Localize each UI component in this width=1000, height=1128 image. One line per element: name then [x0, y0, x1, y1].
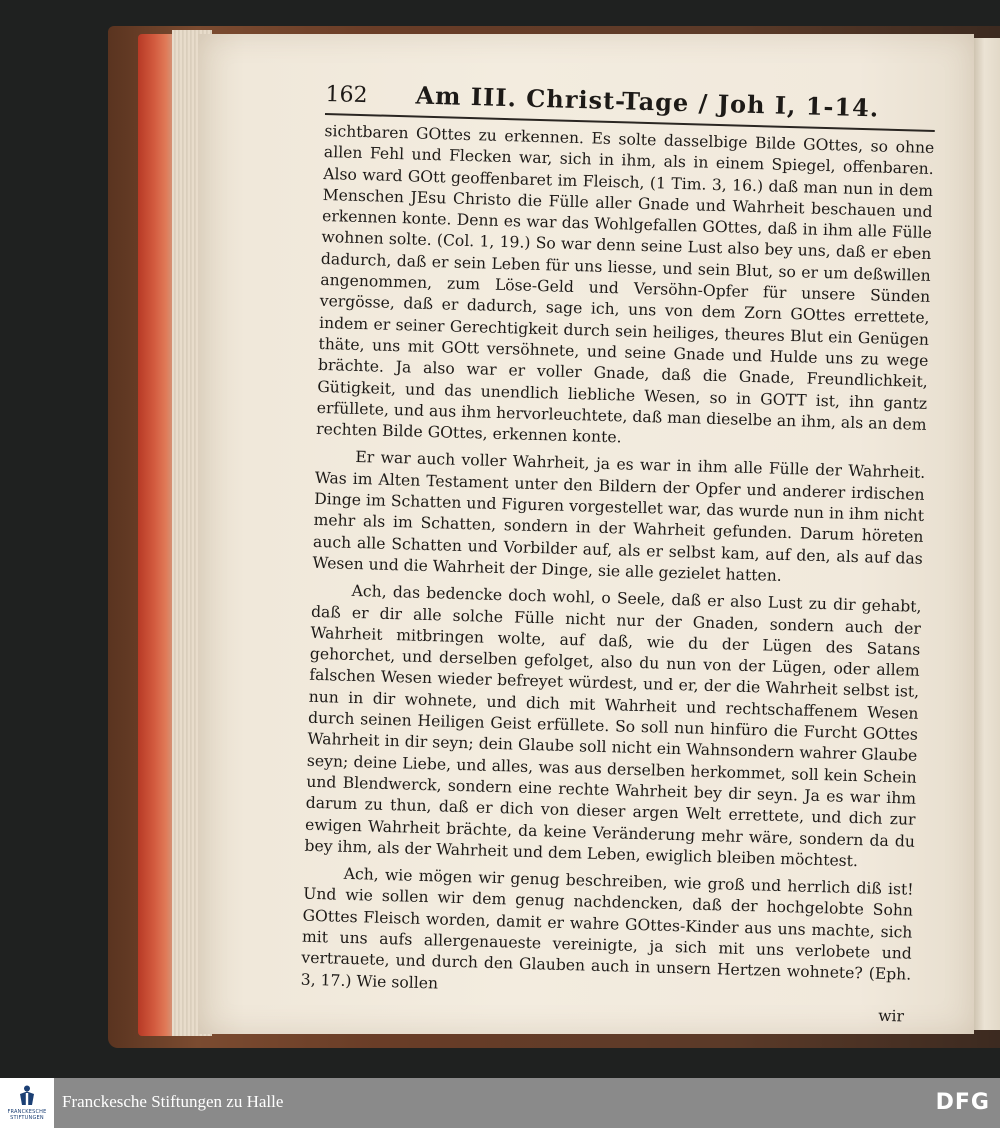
paragraph-1: sichtbaren GOttes zu erkennen. Es solte dasselbige Bilde GOttes, so ohne allen Fehl und Flecken war, sich in ihm, als in einem Spiegel, offenbaren. Also ward GOtt geoffenbaret im Fleisch, (1 Tim. 3, 16.) daß man nun in dem Menschen JEsu Christo die Fülle aller Gnade und Wahrheit beschauen und erkennen konte. Denn es war das Wohlgefallen GOttes, daß in ihm alle Fülle wohnen solte. (Col. 1, 19.) So war denn seine Lust also bey uns, daß er eben dadurch, daß er sein Leben für uns liesse, und sein Blut, so er um deßwillen angenommen, zum Löse-Geld und Versöhn-Opfer für unsere Sünden vergösse, daß er dadurch, sage ich, uns von dem Zorn GOttes errettete, indem er seiner Gerechtigkeit durch sein heiliges, theures Blut ein Genügen thäte, uns mit GOtt versöhnete, und seine Gnade und Hulde uns zu wege brächte. Ja also war er voller Gnade, daß die Gnade, Freundlichkeit, Gütigkeit, und das unendlich liebliche Wesen, so in GOTT ist, ihn gantz erfüllete, und aus ihm hervorleuchtete, daß man dieselbe an ihm, als an dem rechten Bilde GOttes, erkennen konte. — [315, 121, 935, 447]
page-text-block — [300, 78, 936, 1026]
paragraph-2: Er war auch voller Wahrheit, ja es war in ihm alle Fülle der Wahrheit. Was im Alten Testament unter den Bildern der Opfer und anderer irdischen Dinge im Schatten und Figuren vorgestellet war, das wurde nun in ihm nicht mehr als im Schatten, sondern in der Wahrheit gefunden. Darum höreten auch alle Schatten und Vorbilder auf, als er selbst kam, auf den, als auf das Wesen und die Wahrheit der Dinge, sie alle gezielet hatten. — [312, 448, 926, 585]
logo-caption-line1: FRANCKESCHE — [7, 1109, 47, 1115]
orphanage-eagle-icon — [18, 1085, 36, 1107]
paragraph-3: Ach, das bedencke doch wohl, o Seele, daß er also Lust zu dir gehabt, daß er dir alle solche Fülle nicht nur der Gnaden, sondern auch der Wahrheit mitbringen wolte, auf daß, wie du der Lügen des Satans gehorchet, und derselben gefolget, also du nun von der Lügen, oder allem falschen Wesen wieder befreyet würdest, und er, der die Wahrheit selbst ist, nun in dir wohnete, und dich mit Wahrheit und rechtschaffenem Wesen durch seinen Heiligen Geist erfüllete. So soll nun hinfüro die Furcht GOttes Wahrheit in dir seyn; dein Glaube soll nicht ein Wahnsondern wahrer Glaube seyn; deine Liebe, und alles, was aus derselben herkommet, soll kein Schein und Blendwerck, sondern eine rechte Wahrheit bey dir seyn. Ja es war ihm darum zu thun, daß er dich von dieser argen Welt errettete, und dich zur ewigen Wahrheit brächte, da keine Veränderung mehr wäre, sondern da du bey ihm, als der Wahrheit und dem Leben, ewiglich bleiben möchtest. — [304, 582, 922, 870]
logo-caption — [0, 1109, 54, 1121]
running-head-title: Am III. Christ-Tage / Joh I, 1-14. — [415, 80, 880, 123]
catchword: wir — [877, 1006, 905, 1026]
dfg-logo[interactable]: DFG — [935, 1090, 990, 1115]
paragraph-4: Ach, wie mögen wir genug beschreiben, wie groß und herrlich diß ist! Und wie sollen wir dem genug nachdencken, daß der hochgelobte Sohn GOttes Fleisch worden, damit er wahre GOttes-Kinder aus uns machte, sich mit uns aufs allergenaueste vereinigte, ja sich mit uns verlobete und vertrauete, und durch den Glauben auch in unsern Hertzen wohnete? (Eph. 3, 17.) Wie sollen — [300, 864, 914, 993]
institution-logo[interactable] — [0, 1078, 54, 1128]
page-number: 162 — [325, 81, 368, 109]
logo-caption-line2: STIFTUNGEN — [10, 1115, 44, 1121]
institution-name[interactable]: Franckesche Stiftungen zu Halle — [62, 1092, 284, 1111]
facing-page-edge — [974, 38, 1000, 1030]
footer-bar — [0, 1078, 1000, 1128]
